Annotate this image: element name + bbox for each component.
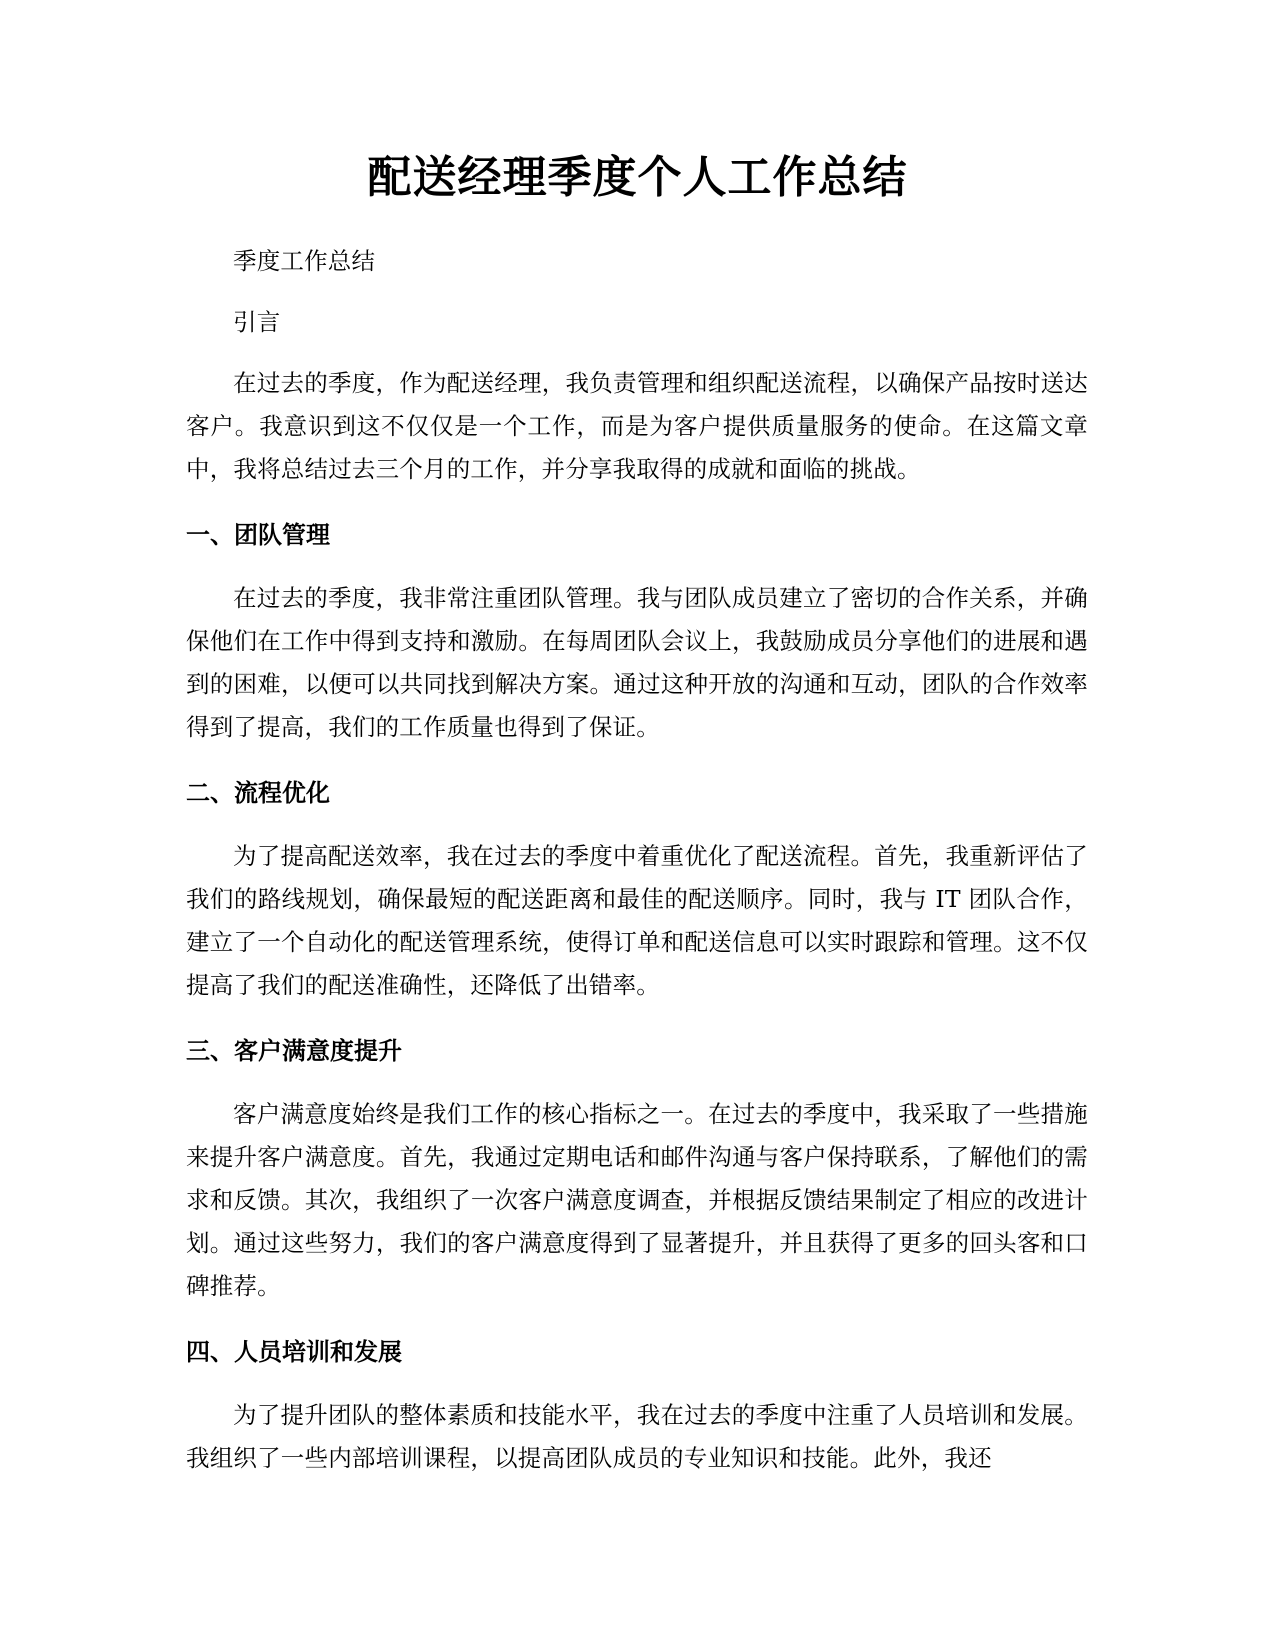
- section-heading-customer-satisfaction: 三、客户满意度提升: [186, 1037, 402, 1065]
- section-heading-team-management: 一、团队管理: [186, 521, 330, 549]
- section-heading-process-optimization: 二、流程优化: [186, 779, 330, 807]
- section-paragraph-team-management: 在过去的季度，我非常注重团队管理。我与团队成员建立了密切的合作关系，并确保他们在工作中得到支持和激励。在每周团队会议上，我鼓励成员分享他们的进展和遇到的困难，以便可以共同找到解决方案。通过这种开放的沟通和互动，团队的合作效率得到了提高，我们的工作质量也得到了保证。: [186, 584, 1088, 741]
- section-paragraph-process-optimization: 为了提高配送效率，我在过去的季度中着重优化了配送流程。首先，我重新评估了我们的路线规划，确保最短的配送距离和最佳的配送顺序。同时，我与 IT 团队合作，建立了一个自动化的配送管理系统，使得订单和配送信息可以实时跟踪和管理。这不仅提高了我们的配送准确性，还降低了出错率。: [186, 842, 1088, 999]
- document-subtitle: 季度工作总结: [233, 247, 376, 275]
- section-paragraph-customer-satisfaction: 客户满意度始终是我们工作的核心指标之一。在过去的季度中，我采取了一些措施来提升客户满意度。首先，我通过定期电话和邮件沟通与客户保持联系，了解他们的需求和反馈。其次，我组织了一次客户满意度调查，并根据反馈结果制定了相应的改进计划。通过这些努力，我们的客户满意度得到了显著提升，并且获得了更多的回头客和口碑推荐。: [186, 1100, 1088, 1300]
- section-heading-training-development: 四、人员培训和发展: [186, 1338, 402, 1366]
- document-body: [186, 240, 1088, 1502]
- intro-heading: 引言: [233, 308, 281, 336]
- document-title: 配送经理季度个人工作总结: [367, 152, 908, 203]
- section-paragraph-training-development: 为了提升团队的整体素质和技能水平，我在过去的季度中注重了人员培训和发展。我组织了一些内部培训课程，以提高团队成员的专业知识和技能。此外，我还: [186, 1401, 1088, 1472]
- intro-paragraph: 在过去的季度，作为配送经理，我负责管理和组织配送流程，以确保产品按时送达客户。我意识到这不仅仅是一个工作，而是为客户提供质量服务的使命。在这篇文章中，我将总结过去三个月的工作，并分享我取得的成就和面临的挑战。: [186, 369, 1088, 483]
